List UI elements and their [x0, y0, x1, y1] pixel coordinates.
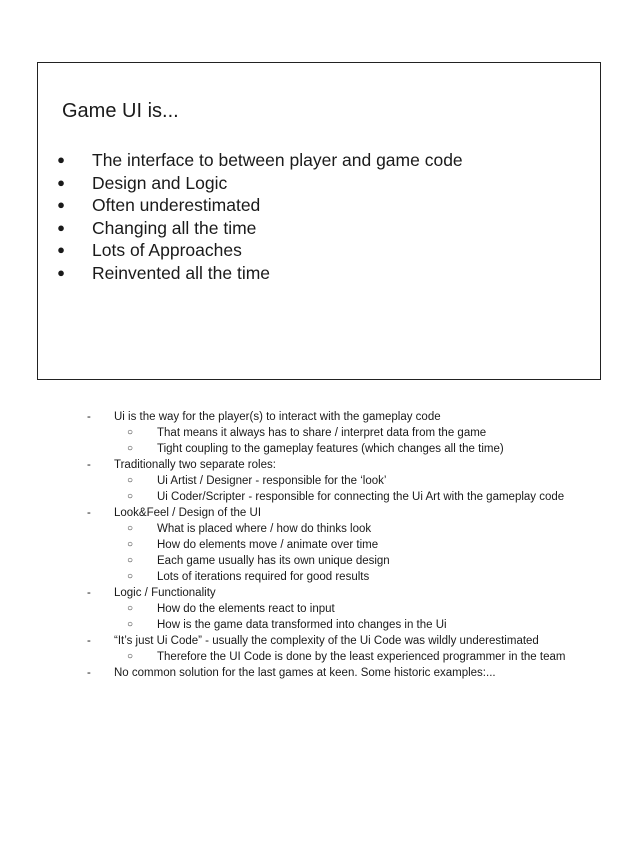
note-sub-item: [114, 489, 585, 505]
slide-bullet-text: Design and Logic: [92, 172, 228, 193]
note-sub-text: How do elements move / animate over time: [157, 539, 379, 551]
note-item: [85, 409, 585, 457]
note-text: “It’s just Ui Code” - usually the complexity of the Ui Code was wildly underestimated: [114, 635, 539, 647]
note-sub-item: [114, 521, 585, 537]
note-sub-text: Tight coupling to the gameplay features (which changes all the time): [157, 443, 504, 455]
dash-icon: -: [87, 411, 91, 423]
note-sub-text: Ui Artist / Designer - responsible for the ‘look’: [157, 475, 387, 487]
note-sub-list: [114, 473, 585, 505]
note-sub-item: [114, 425, 585, 441]
circle-bullet-icon: ○: [127, 491, 134, 502]
circle-bullet-icon: ○: [127, 539, 134, 550]
dash-icon: -: [87, 635, 91, 647]
slide-bullet: [54, 262, 463, 285]
note-sub-list: [114, 601, 585, 633]
slide-bullet: [54, 239, 463, 262]
note-sub-item: [114, 617, 585, 633]
slide-bullet-text: The interface to between player and game code: [92, 150, 463, 170]
note-sub-item: [114, 649, 585, 665]
note-sub-list: [114, 425, 585, 457]
bullet-dot-icon: ●: [57, 197, 65, 213]
slide-bullet-text: Changing all the time: [92, 217, 257, 238]
slide-bullet-text: Often underestimated: [92, 195, 261, 216]
note-item: [85, 457, 585, 505]
bullet-dot-icon: ●: [57, 219, 65, 235]
circle-bullet-icon: ○: [127, 651, 134, 662]
slide-bullet: [54, 149, 463, 172]
note-item: [85, 665, 585, 681]
circle-bullet-icon: ○: [127, 603, 134, 614]
note-item: [85, 505, 585, 585]
bullet-dot-icon: ●: [57, 174, 65, 190]
note-text: Look&Feel / Design of the UI: [114, 507, 262, 519]
dash-icon: -: [87, 667, 91, 679]
note-sub-text: What is placed where / how do thinks look: [157, 523, 372, 535]
dash-icon: -: [87, 459, 91, 471]
slide-bullet-list: [54, 149, 463, 285]
note-sub-item: [114, 553, 585, 569]
dash-icon: -: [87, 587, 91, 599]
note-sub-list: [114, 521, 585, 585]
note-item: [85, 633, 585, 665]
slide-bullet: [54, 172, 463, 195]
bullet-dot-icon: ●: [57, 242, 65, 258]
bullet-dot-icon: ●: [57, 152, 65, 167]
circle-bullet-icon: ○: [127, 571, 134, 582]
note-sub-item: [114, 569, 585, 585]
slide-bullet: [54, 217, 463, 240]
note-sub-text: Therefore the UI Code is done by the least experienced programmer in the team: [157, 651, 566, 663]
note-sub-item: [114, 441, 585, 457]
circle-bullet-icon: ○: [127, 443, 134, 454]
circle-bullet-icon: ○: [127, 475, 134, 486]
note-text: Logic / Functionality: [114, 587, 216, 599]
note-sub-item: [114, 473, 585, 489]
dash-icon: -: [87, 507, 91, 519]
slide-frame: [37, 62, 601, 380]
note-sub-text: How is the game data transformed into changes in the Ui: [157, 619, 447, 631]
note-sub-list: [114, 649, 585, 665]
circle-bullet-icon: ○: [127, 523, 134, 534]
slide-title: Game UI is...: [62, 100, 179, 122]
circle-bullet-icon: ○: [127, 427, 134, 438]
slide-bullet: [54, 194, 463, 217]
note-sub-text: That means it always has to share / interpret data from the game: [157, 427, 487, 439]
note-sub-item: [114, 601, 585, 617]
speaker-notes: [85, 409, 585, 681]
slide-bullet-text: Lots of Approaches: [92, 240, 242, 261]
note-text: Traditionally two separate roles:: [114, 459, 276, 471]
note-item: [85, 585, 585, 633]
note-text: Ui is the way for the player(s) to interact with the gameplay code: [114, 411, 441, 423]
circle-bullet-icon: ○: [127, 555, 134, 566]
note-sub-text: Each game usually has its own unique design: [157, 555, 390, 567]
note-sub-text: Lots of iterations required for good results: [157, 571, 370, 583]
note-sub-text: How do the elements react to input: [157, 603, 335, 615]
bullet-dot-icon: ●: [57, 264, 65, 280]
circle-bullet-icon: ○: [127, 619, 134, 630]
slide-bullet-text: Reinvented all the time: [92, 262, 271, 283]
note-sub-text: Ui Coder/Scripter - responsible for connecting the Ui Art with the gameplay code: [157, 491, 565, 503]
note-text: No common solution for the last games at keen. Some historic examples:...: [114, 667, 496, 679]
note-sub-item: [114, 537, 585, 553]
